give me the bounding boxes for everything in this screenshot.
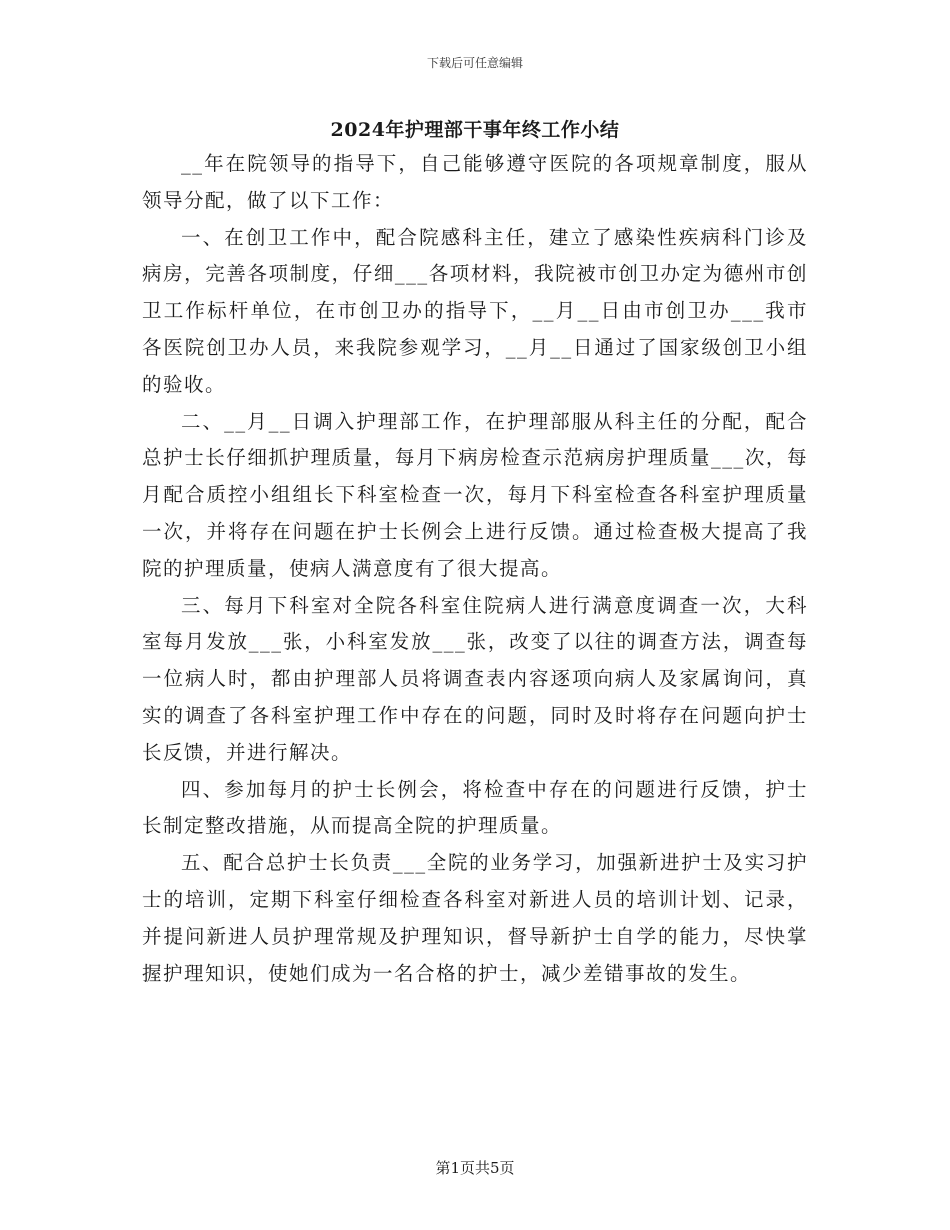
paragraph-4: 四、参加每月的护士长例会，将检查中存在的问题进行反馈，护士长制定整改措施，从而提高全院的护理质量。 — [142, 777, 808, 838]
document-body — [142, 146, 808, 992]
page-number-footer: 第1页共5页 — [435, 1159, 515, 1177]
paragraph-3: 三、每月下科室对全院各科室住院病人进行满意度调查一次，大科室每月发放___张，小科室发放___张，改变了以往的调查方法，调查每一位病人时，都由护理部人员将调查表内容逐项向病人及家属询问，真实的调查了各科室护理工作中存在的问题，同时及时将存在问题向护士长反馈，并进行解决。 — [142, 593, 808, 764]
paragraph-1: 一、在创卫工作中，配合院感科主任，建立了感染性疾病科门诊及病房，完善各项制度，仔细___各项材料，我院被市创卫办定为德州市创卫工作标杆单位，在市创卫办的指导下，__月__日由市创卫办___我市各医院创卫办人员，来我院参观学习，__月__日通过了国家级创卫小组的验收。 — [142, 225, 808, 396]
intro-paragraph: __年在院领导的指导下，自己能够遵守医院的各项规章制度，服从领导分配，做了以下工作： — [142, 152, 808, 212]
paragraph-2: 二、__月__日调入护理部工作，在护理部服从科主任的分配，配合总护士长仔细抓护理质量，每月下病房检查示范病房护理质量___次，每月配合质控小组组长下科室检查一次，每月下科室检查各科室护理质量一次，并将存在问题在护士长例会上进行反馈。通过检查极大提高了我院的护理质量，使病人满意度有了很大提高。 — [142, 409, 808, 580]
document-title: 2024年护理部干事年终工作小结 — [330, 119, 620, 141]
paragraph-5: 五、配合总护士长负责___全院的业务学习，加强新进护士及实习护士的培训，定期下科室仔细检查各科室对新进人员的培训计划、记录，并提问新进人员护理常规及护理知识，督导新护士自学的能力，尽快掌握护理知识，使她们成为一名合格的护士，减少差错事故的发生。 — [142, 851, 808, 985]
header-note: 下载后可任意编辑 — [426, 56, 523, 70]
